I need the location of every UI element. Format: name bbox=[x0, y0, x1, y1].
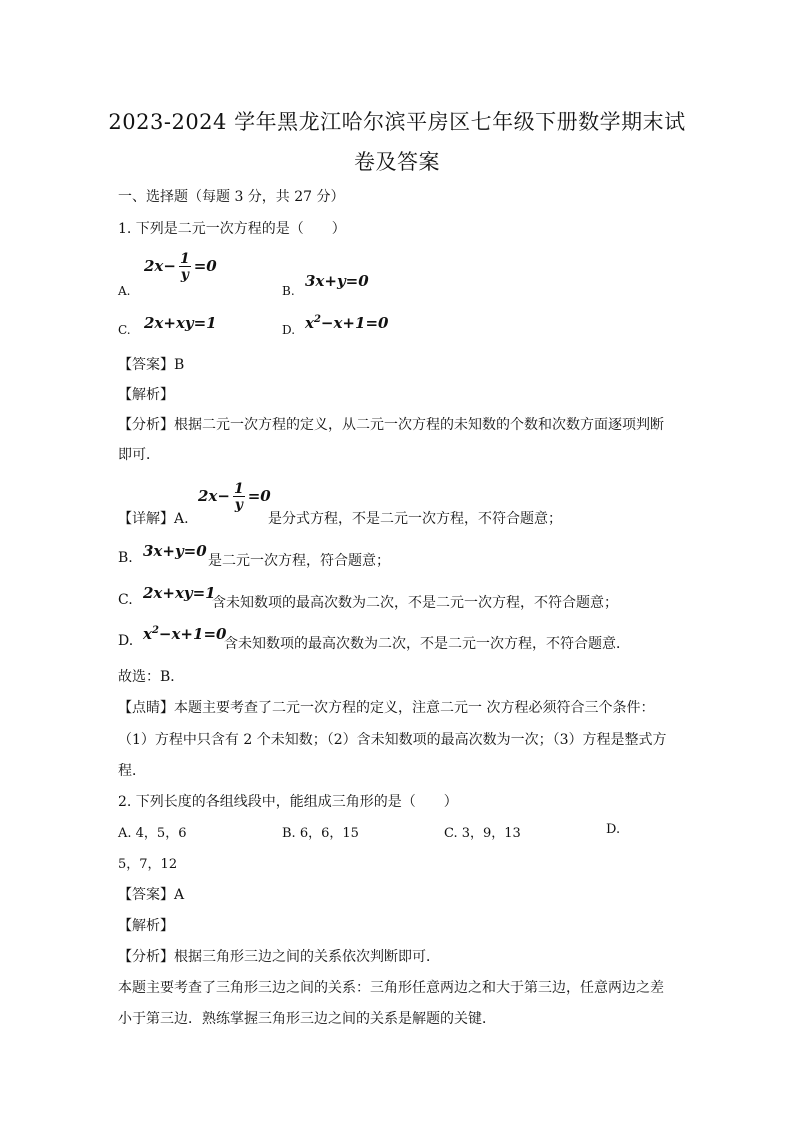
q1-detail-b-expr: 3x+y=0 bbox=[143, 542, 207, 560]
section-heading: 一、选择题（每题 3 分，共 27 分） bbox=[118, 189, 345, 205]
q2-stem: 2. 下列长度的各组线段中，能组成三角形的是（ ） bbox=[118, 794, 458, 810]
q1-detail-prefix: 【详解】A. bbox=[118, 511, 189, 527]
q2-analysis-label: 【解析】 bbox=[118, 918, 174, 934]
q2-answer: 【答案】A bbox=[118, 887, 185, 903]
q1-detail-b-label: B. bbox=[118, 550, 133, 566]
q2-option-d-values: 5，7，12 bbox=[118, 857, 178, 872]
q1-analysis-label: 【解析】 bbox=[118, 387, 174, 403]
q2-option-a: A. 4，5，6 bbox=[118, 826, 187, 841]
q1-option-d-expr: $x^2-x+1=0$ bbox=[305, 314, 389, 332]
q1-detail-d-label: D. bbox=[118, 633, 134, 649]
q1-option-c-label: C. bbox=[118, 323, 131, 337]
q1-detail-b-text: 是二元一次方程，符合题意； bbox=[208, 553, 390, 569]
q1-detail-d-text: 含未知数项的最高次数为二次，不是二元一次方程，不符合题意． bbox=[224, 636, 630, 652]
q2-option-d-label: D. bbox=[606, 822, 621, 837]
q2-fenxi: 【分析】根据三角形三边之间的关系依次判断即可． bbox=[118, 949, 440, 965]
q1-answer: 【答案】B bbox=[118, 357, 185, 373]
q1-option-b-label: B. bbox=[282, 284, 295, 298]
q2-option-b: B. 6，6，15 bbox=[282, 826, 359, 841]
q1-option-a-expr: 2x− $\frac{1}{y}$ =0 bbox=[144, 251, 217, 283]
document-title-line1: 2023-2024 学年黑龙江哈尔滨平房区七年级下册数学期末试 bbox=[108, 110, 686, 134]
q2-note-line1: 本题主要考查了三角形三边之间的关系：三角形任意两边之和大于第三边，任意两边之差 bbox=[118, 980, 664, 996]
q1-dianjing-line2: （1）方程中只含有 2 个未知数；（2）含未知数项的最高次数为一次；（3）方程是整式方 bbox=[118, 732, 667, 748]
q1-option-a-label: A. bbox=[118, 284, 131, 298]
q1-fenxi-line2: 即可． bbox=[118, 447, 160, 463]
q1-option-b-expr: 3x+y=0 bbox=[305, 272, 369, 290]
q1-detail-a-expr: 2x− $\frac{1}{y}$ =0 bbox=[198, 481, 271, 513]
q1-detail-a-text: 是分式方程，不是二元一次方程，不符合题意； bbox=[268, 511, 562, 527]
q2-option-c: C. 3，9，13 bbox=[444, 826, 521, 841]
fraction: $\frac{1}{y}$ bbox=[179, 251, 190, 283]
q1-option-c-expr: 2x+xy=1 bbox=[144, 314, 217, 332]
q1-choose: 故选：B． bbox=[118, 669, 185, 685]
q1-detail-c-text: 含未知数项的最高次数为二次，不是二元一次方程，不符合题意； bbox=[212, 595, 618, 611]
document-title-line2: 卷及答案 bbox=[354, 150, 440, 174]
q2-note-line2: 小于第三边．熟练掌握三角形三边之间的关系是解题的关键． bbox=[118, 1011, 496, 1027]
q1-detail-c-label: C. bbox=[118, 592, 133, 608]
q1-fenxi-line1: 【分析】根据二元一次方程的定义，从二元一次方程的未知数的个数和次数方面逐项判断 bbox=[118, 417, 664, 433]
q1-dianjing-line1: 【点睛】本题主要考查了二元一次方程的定义，注意二元一 次方程必须符合三个条件： bbox=[118, 700, 655, 716]
q1-dianjing-line3: 程． bbox=[118, 763, 146, 779]
q1-detail-d-expr: $x^2-x+1=0$ bbox=[143, 625, 227, 643]
q1-detail-c-expr: 2x+xy=1 bbox=[143, 584, 216, 602]
q1-stem: 1. 下列是二元一次方程的是（ ） bbox=[118, 221, 346, 237]
q1-option-d-label: D. bbox=[282, 323, 296, 337]
